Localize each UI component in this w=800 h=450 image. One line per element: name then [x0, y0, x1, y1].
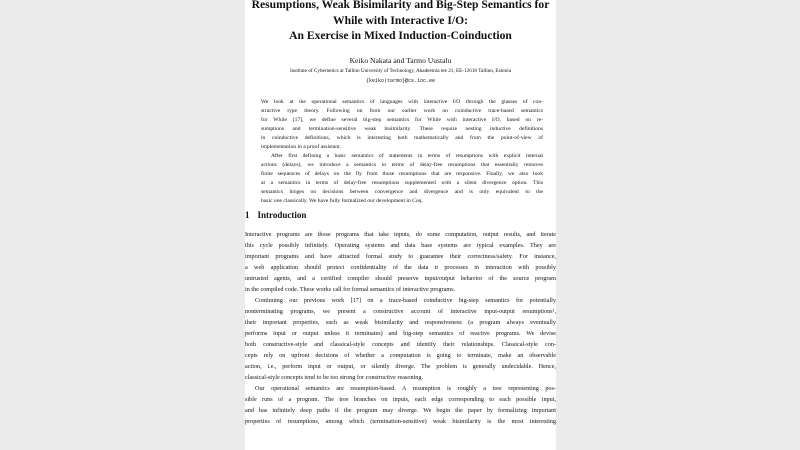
body-line: untrusted agents, and a certified compiler should preserve input/output behavior of the source program [245, 275, 556, 282]
abstract-line: actions (delays), we introduce a semantics in terms of delay-free resumptions that essentially removes [261, 162, 543, 168]
abstract-line: After first defining a basic semantics of statements in terms of resumptions with explicit internal [271, 153, 543, 159]
abstract-line: in coinductive definitions, which is interesting both mathematically and from the point-of-view of [261, 135, 543, 141]
body-line: properties of resumptions, among which (termination-sensitive) weak bisimilarity is the most interesting [245, 418, 556, 425]
authors: Keiko Nakata and Tarmo Uustalu [349, 56, 452, 65]
abstract-line: sumptions and termination-sensitive weak bisimilarity. These require nesting inductive definitions [261, 126, 543, 132]
paper-page [245, 0, 556, 450]
abstract-line: implementation in a proof assistant. [261, 144, 342, 150]
section-heading [245, 210, 306, 220]
paper-title-line-3: An Exercise in Mixed Induction-Coinduction [289, 29, 512, 42]
paper-title-line-2: While with Interactive I/O: [333, 14, 468, 27]
abstract-line: structive type theory. Following on from our earlier work on coinductive trace-based semantics [261, 108, 543, 114]
body-line: Interactive programs are those programs that take inputs, do some computation, output results, and iterate [245, 231, 556, 238]
body-line: cepts rely on upfront decisions of whether a computation is going to terminate, make an observable [245, 352, 556, 359]
section-title: Introduction [257, 210, 307, 220]
body-line: Continuing our previous work [17] on a trace-based coinductive big-step semantics for potentially [255, 297, 556, 304]
body-line: this cycle possibly infinitely. Operating systems and data base systems are typical examples. They are [245, 242, 556, 249]
body-line: sible runs of a program. The tree branches on inputs, each edge corresponding to each possible input, [245, 396, 556, 403]
body-line: their important properties, such as weak bisimilarity and responsiveness (a program always eventually [245, 319, 556, 326]
abstract-line: semantics hinges on decisions between convergence and divergence and is only equivalent to the [261, 189, 543, 195]
section-number: 1 [245, 210, 250, 220]
abstract-line: We look at the operational semantics of languages with interactive I/O through the glasses of con- [261, 99, 543, 105]
email: {keiko|tarmo}@cs.ioc.ee [365, 78, 435, 84]
viewer-left-margin [0, 0, 245, 450]
abstract-line: for While [17], we define several big-step semantics for While with interactive I/O, based on re- [261, 117, 543, 123]
affiliation: Institute of Cybernetics at Tallinn University of Technology, Akadeemia tee 21, EE-12618 Tallinn, Estonia [289, 68, 511, 74]
abstract-line: at a semantics in terms of delay-free resumptions supplemented with a silent divergence option. This [261, 180, 543, 186]
body-line: important programs and have attracted formal study to guarantee their correctness/safety. For instance, [245, 253, 556, 260]
body-line: a web application should protect confidentiality of the data it processes in interaction with possibly [245, 264, 556, 271]
body-line: nonterminating programs, we present a constructive account of interactive input-output resumptions¹, [245, 308, 556, 315]
paper-title-line-1: Resumptions, Weak Bisimilarity and Big-Step Semantics for [251, 0, 550, 11]
body-line: in the compiled code. These works call for formal semantics of interactive programs. [245, 286, 456, 293]
body-line: performs input or output unless it terminates) and big-step semantics of reactive programs. We devise [245, 330, 556, 337]
body-line: Our operational semantics are resumption-based. A resumption is roughly a tree representing pos- [255, 385, 556, 392]
body-line: action, i.e., perform input or output, or silently diverge. The problem is generally undecidable. Hence, [245, 363, 556, 370]
abstract-line: finite sequences of delays on the fly from those resumptions that are responsive. Finally, we also look [261, 171, 543, 177]
abstract-line: basic one classically. We have fully formalized our development in Coq. [261, 198, 423, 204]
body-line: and has infinitely deep paths if the program may diverge. We begin the paper by formalizing important [245, 407, 556, 414]
body-line: classical-style concepts tend to be too strong for constructive reasoning. [245, 374, 424, 381]
viewer-right-margin [556, 0, 800, 450]
body-line: both constructive-style and classical-style concepts and identify their relationships. Classical-style con- [245, 341, 556, 348]
